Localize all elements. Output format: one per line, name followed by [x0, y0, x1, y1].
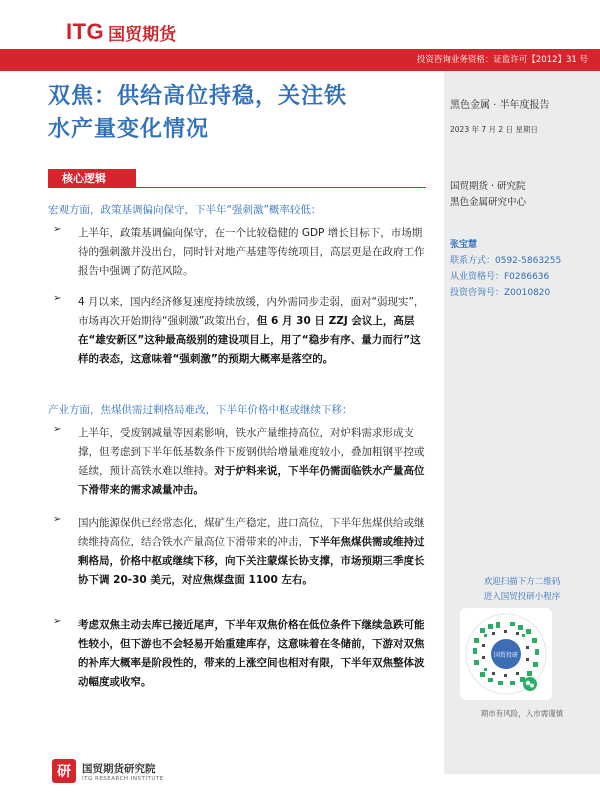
bullet-text: 上半年，受废钢减量等因素影响，铁水产量维持高位，对炉料需求形成支撑，但考虑到下半年低基数条件下废钢供给增量难度较小，叠加粗钢平控或延续，预计高铁水难以维持。对于炉料来说，下半年仍需面临铁水产量高位下滑带来的需求减量冲击。 [78, 427, 425, 496]
research-seal-icon: 研 [52, 759, 76, 783]
bullet-arrow-icon: ➢ [53, 293, 62, 304]
report-title-line1: 双焦：供给高位持稳，关注铁 [48, 84, 348, 109]
risk-warning: 期市有风险，入市需谨慎 [480, 709, 564, 718]
report-type: 黑色金属 · 半年度报告 [450, 100, 550, 111]
analyst-consult-number: 投资咨询号：Z0010820 [450, 288, 551, 298]
macro-heading: 宏观方面，政策基调偏向保守，下半年“强刺激”概率较低： [48, 204, 322, 216]
footer-org-cn: 国贸期货研究院 [82, 762, 156, 775]
analyst-qualification: 从业资格号：F0286636 [450, 272, 550, 282]
org-name: 国贸期货 · 研究院 [450, 181, 526, 192]
qr-center-label: 国贸投研 [493, 652, 519, 659]
bullet-arrow-icon: ➢ [53, 514, 62, 525]
footer-logo [52, 759, 164, 783]
report-date: 2023 年 7 月 2 日 星期日 [450, 125, 538, 134]
bullet-arrow-icon: ➢ [53, 616, 62, 627]
bullet-text: 4 月以来，国内经济修复速度持续放缓，内外需同步走弱，面对“弱现实”，市场再次开始期待“强刺激”政策出台，但 6 月 30 日 ZZJ 会议上，高层在“雄安新区”这种最高级别的建设项目上，用了“稳步有序、量力而行”这样的表态，这意味着“强刺激”的预期大概率是落空的。 [78, 296, 425, 365]
qr-code[interactable] [460, 608, 552, 700]
company-logo [66, 20, 176, 44]
bullet-arrow-icon: ➢ [53, 424, 62, 435]
org-department: 黑色金属研究中心 [450, 197, 527, 208]
analyst-name: 张宝慧 [450, 240, 478, 250]
qr-code-icon [460, 608, 552, 700]
footer-org-en: ITG RESEARCH INSTITUTE [82, 775, 164, 782]
analyst-phone: 联系方式：0592-5863255 [450, 256, 562, 266]
logo-latin: ITG [66, 19, 105, 44]
license-text: 投资咨询业务资格：证监许可【2012】31 号 [416, 55, 588, 65]
qr-caption-line1: 欢迎扫描下方二维码 [483, 577, 561, 587]
section-tag [48, 169, 136, 187]
section-tag-label: 核心逻辑 [62, 172, 106, 185]
bullet-arrow-icon: ➢ [53, 224, 62, 235]
bullet-text: 上半年，政策基调偏向保守，在一个比较稳健的 GDP 增长目标下，市场期待的强刺激并没出台，同时针对地产基建等传统项目，高层更是在政府工作报告中强调了防范风险。 [78, 227, 425, 277]
qr-caption-line2: 进入国贸投研小程序 [483, 592, 561, 602]
wechat-icon [523, 677, 537, 691]
industry-heading: 产业方面，焦煤供需过剩格局难改，下半年价格中枢或继续下移： [48, 404, 353, 416]
report-title-line2: 水产量变化情况 [48, 117, 210, 142]
bullet-text: 考虑双焦主动去库已接近尾声，下半年双焦价格在低位条件下继续急跌可能性较小，但下游也不会轻易开始重建库存，这意味着在冬储前，下游对双焦的补库大概率是阶段性的，带来的上涨空间也相对有限，下半年双焦整体波动幅度或收窄。 [78, 619, 425, 688]
logo-cn: 国贸期货 [108, 24, 177, 45]
section-divider [48, 187, 426, 188]
bullet-text: 国内能源保供已经常态化，煤矿生产稳定，进口高位，下半年焦煤供给或继续维持高位，结合铁水产量高位下滑带来的冲击，下半年焦煤供需或维持过剩格局，价格中枢或继续下移，向下关注蒙煤长协支撑，市场预期三季度长协下调 20-30 美元，对应焦煤盘面 1100 左右。 [78, 517, 425, 586]
